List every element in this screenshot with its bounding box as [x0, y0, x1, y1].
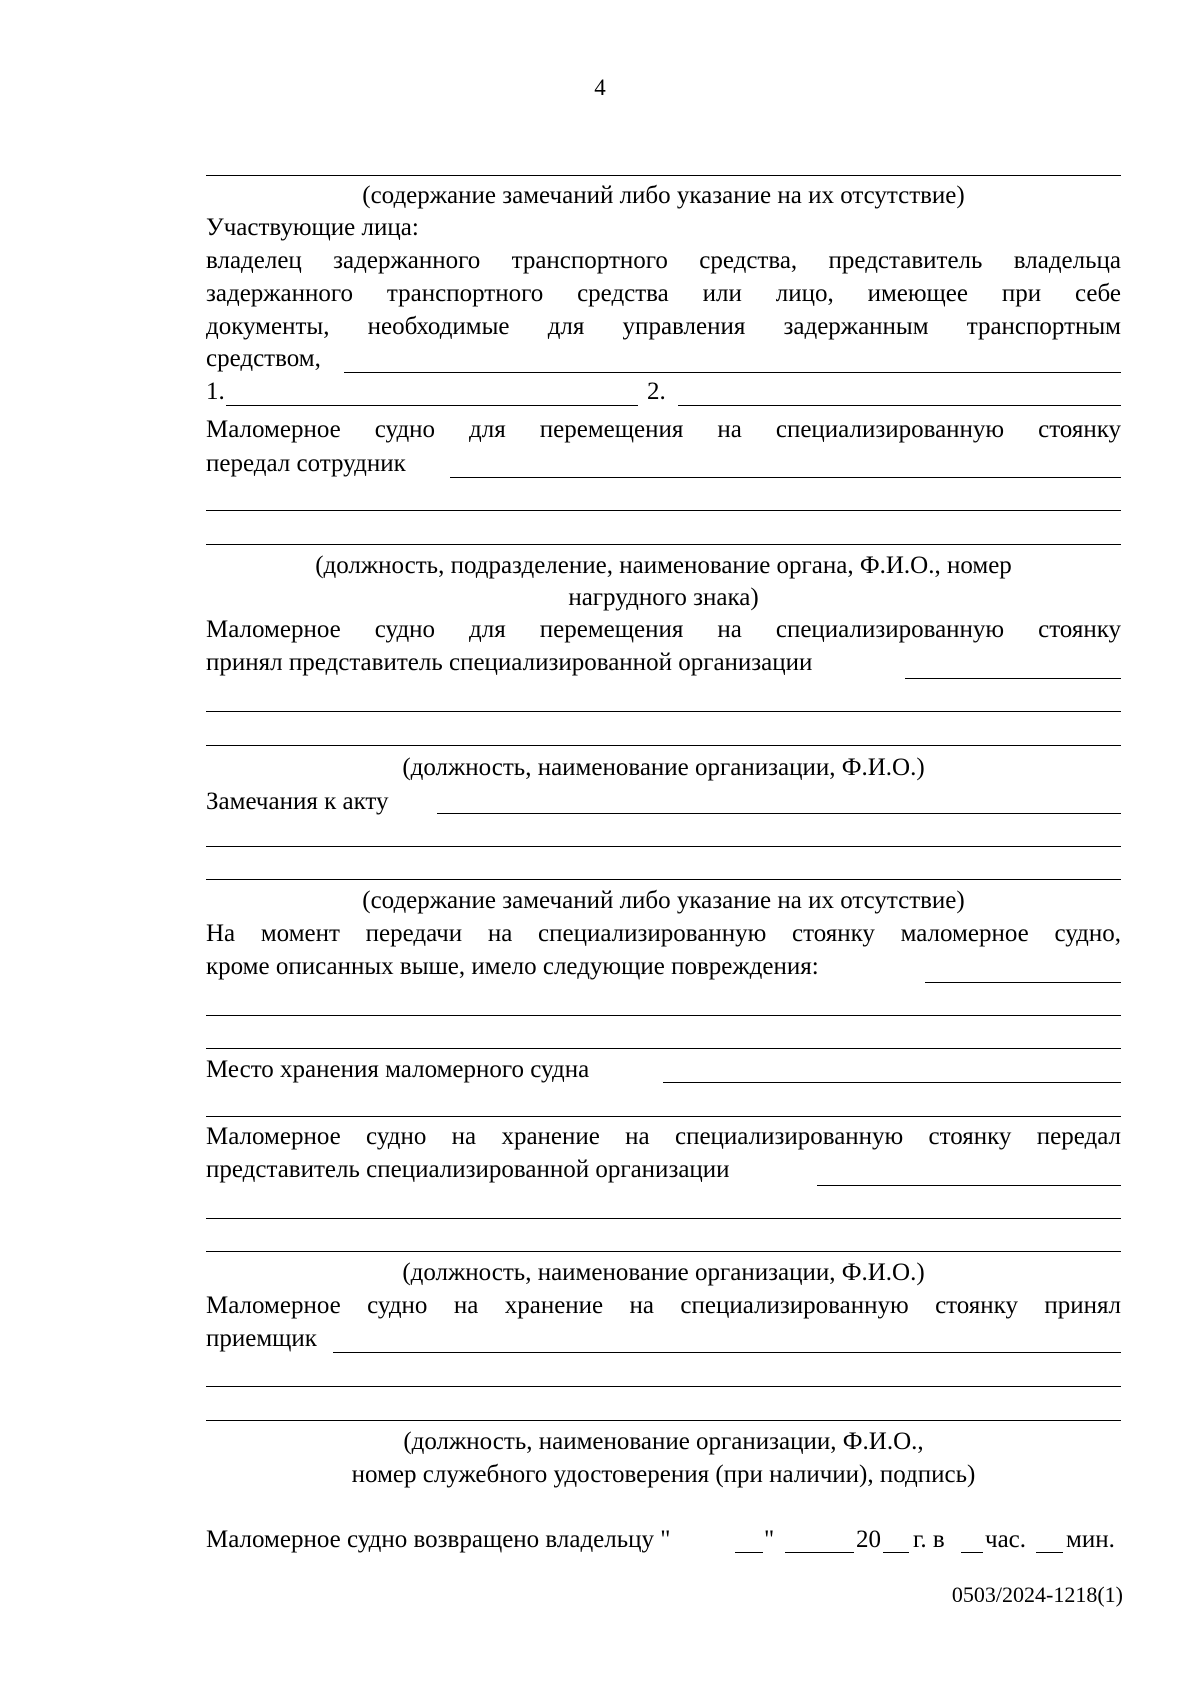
blank-line[interactable]: [344, 372, 1121, 373]
return-hour-field[interactable]: [961, 1552, 983, 1553]
participants-line: задержанного транспортного средства или лицо, имеющее при себе: [206, 280, 1121, 307]
storage-accept-label: приемщик: [206, 1325, 317, 1352]
return-day-field[interactable]: [735, 1552, 763, 1553]
storage-label: Место хранения маломерного судна: [206, 1056, 590, 1083]
blank-line[interactable]: [206, 1015, 1121, 1016]
damage-label: кроме описанных выше, имело следующие повреждения:: [206, 953, 819, 980]
caption-officer: нагрудного знака): [568, 584, 759, 611]
participant-2-field[interactable]: [678, 405, 1121, 406]
return-prefix: Маломерное судно возвращено владельцу ": [206, 1526, 671, 1553]
storage-give-label: представитель специализированной организации: [206, 1156, 730, 1183]
caption-remarks: (содержание замечаний либо указание на их отсутствие): [362, 182, 965, 209]
caption-officer: (должность, подразделение, наименование органа, Ф.И.О., номер: [315, 552, 1012, 579]
accept-field[interactable]: [905, 678, 1121, 679]
document-code: 0503/2024-1218(1): [951, 1582, 1123, 1607]
caption-final: (должность, наименование организации, Ф.И.О.,: [403, 1428, 924, 1455]
caption-remarks: (содержание замечаний либо указание на их отсутствие): [362, 887, 965, 914]
blank-line[interactable]: [206, 1420, 1121, 1421]
return-hour-label: час.: [985, 1526, 1027, 1553]
damage-line: На момент передачи на специализированную стоянку маломерное судно,: [206, 920, 1121, 947]
caption-org: (должность, наименование организации, Ф.И.О.): [402, 754, 925, 781]
transfer-employee-field[interactable]: [450, 477, 1121, 478]
blank-line[interactable]: [206, 510, 1121, 511]
blank-line[interactable]: [206, 1386, 1121, 1387]
accept-label: принял представитель специализированной организации: [206, 649, 813, 676]
storage-give-field[interactable]: [817, 1185, 1121, 1186]
return-min-field[interactable]: [1036, 1552, 1063, 1553]
blank-line[interactable]: [206, 1218, 1121, 1219]
return-quote: ": [764, 1526, 775, 1553]
blank-line[interactable]: [206, 846, 1121, 847]
participants-title: Участвующие лица:: [206, 214, 419, 241]
page-number: 4: [594, 75, 606, 100]
return-year-field[interactable]: [883, 1552, 909, 1553]
transfer-employee-label: передал сотрудник: [206, 450, 406, 477]
storage-give-line: Маломерное судно на хранение на специализированную стоянку передал: [206, 1123, 1121, 1150]
transfer-line: Маломерное судно для перемещения на специализированную стоянку: [206, 416, 1121, 443]
blank-line[interactable]: [206, 711, 1121, 712]
blank-line[interactable]: [206, 1251, 1121, 1252]
caption-org: (должность, наименование организации, Ф.И.О.): [402, 1259, 925, 1286]
remarks-label: Замечания к акту: [206, 788, 389, 815]
participants-line: документы, необходимые для управления задержанным транспортным: [206, 313, 1121, 340]
remarks-field[interactable]: [437, 813, 1121, 814]
blank-line[interactable]: [206, 1048, 1121, 1049]
return-year-prefix: 20: [856, 1526, 881, 1553]
blank-line[interactable]: [206, 544, 1121, 545]
participant-1-field[interactable]: [226, 405, 638, 406]
storage-field[interactable]: [663, 1082, 1121, 1083]
blank-line[interactable]: [206, 745, 1121, 746]
blank-line: [206, 175, 1121, 176]
accept-line: Маломерное судно для перемещения на специализированную стоянку: [206, 616, 1121, 643]
blank-line[interactable]: [206, 1116, 1121, 1117]
participant-number-2: 2.: [647, 378, 666, 405]
storage-accept-line: Маломерное судно на хранение на специализированную стоянку принял: [206, 1292, 1121, 1319]
blank-line[interactable]: [206, 879, 1121, 880]
return-month-field[interactable]: [785, 1552, 854, 1553]
participants-line: владелец задержанного транспортного средства, представитель владельца: [206, 247, 1121, 274]
return-min-label: мин.: [1066, 1526, 1115, 1553]
return-g: г. в: [913, 1526, 945, 1553]
participants-last: средством,: [206, 345, 321, 372]
damage-field[interactable]: [925, 982, 1121, 983]
caption-final: номер служебного удостоверения (при наличии), подпись): [351, 1461, 976, 1488]
participant-number-1: 1.: [206, 378, 225, 405]
storage-accept-field[interactable]: [333, 1352, 1121, 1353]
